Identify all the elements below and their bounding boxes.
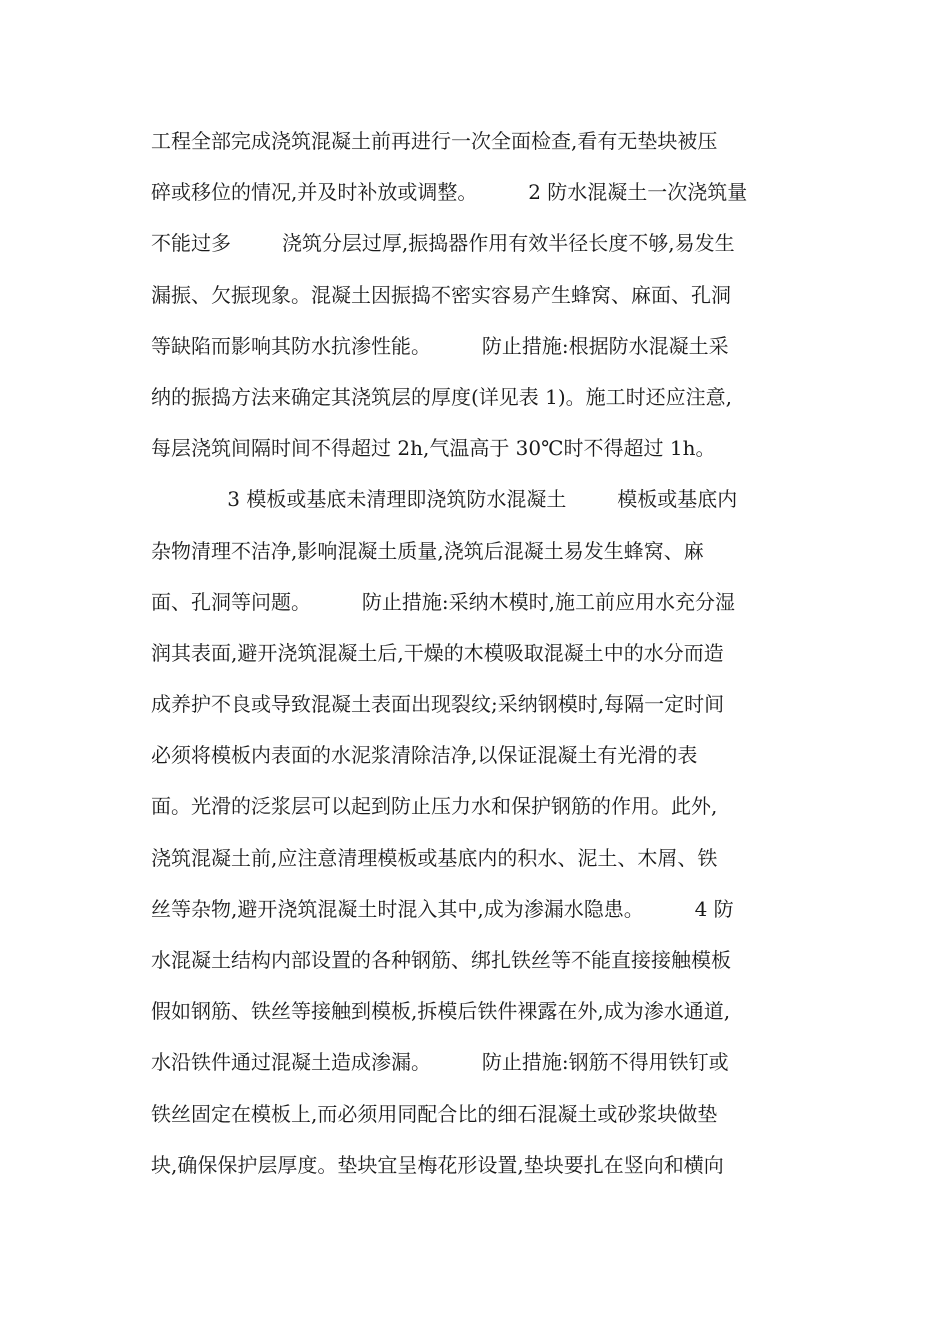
text-line: 不能过多 浇筑分层过厚,振捣器作用有效半径长度不够,易发生 xyxy=(151,231,735,256)
text-line: 3 模板或基底未清理即浇筑防水混凝土 模板或基底内 xyxy=(151,487,738,512)
text-line: 假如钢筋、铁丝等接触到模板,拆模后铁件裸露在外,成为渗水通道, xyxy=(151,999,731,1024)
text-line: 铁丝固定在模板上,而必须用同配合比的细石混凝土或砂浆块做垫 xyxy=(151,1101,718,1126)
text-line: 必须将模板内表面的水泥浆清除洁净,以保证混凝土有光滑的表 xyxy=(151,743,698,768)
text-line: 每层浇筑间隔时间不得超过 2h,气温高于 30℃时不得超过 1h。 xyxy=(151,436,716,461)
text-line: 润其表面,避开浇筑混凝土后,干燥的木模吸取混凝土中的水分而造 xyxy=(151,640,724,665)
text-line: 丝等杂物,避开浇筑混凝土时混入其中,成为渗漏水隐患。 4 防 xyxy=(151,896,734,921)
text-line: 块,确保保护层厚度。垫块宜呈梅花形设置,垫块要扎在竖向和横向 xyxy=(151,1152,724,1177)
text-line: 水混凝土结构内部设置的各种钢筋、绑扎铁丝等不能直接接触模板 xyxy=(151,948,731,972)
text-line: 面。光滑的泛浆层可以起到防止压力水和保护钢筋的作用。此外, xyxy=(151,794,718,819)
text-line: 成养护不良或导致混凝土表面出现裂纹;采纳钢模时,每隔一定时间 xyxy=(151,692,725,717)
text-line: 浇筑混凝土前,应注意清理模板或基底内的积水、泥土、木屑、铁 xyxy=(151,845,718,870)
text-line: 杂物清理不洁净,影响混凝土质量,浇筑后混凝土易发生蜂窝、麻 xyxy=(151,538,704,563)
text-line: 纳的振捣方法来确定其浇筑层的厚度(详见表 1)。施工时还应注意, xyxy=(151,384,733,409)
text-line: 漏振、欠振现象。混凝土因振捣不密实容易产生蜂窝、麻面、孔洞 xyxy=(151,282,731,307)
text-line: 水沿铁件通过混凝土造成渗漏。 防止措施:钢筋不得用铁钉或 xyxy=(151,1050,729,1075)
text-line: 面、孔洞等问题。 防止措施:采纳木模时,施工前应用水充分湿 xyxy=(151,589,735,614)
text-line: 工程全部完成浇筑混凝土前再进行一次全面检查,看有无垫块被压 xyxy=(151,129,718,153)
text-line: 碎或移位的情况,并及时补放或调整。 2 防水混凝土一次浇筑量 xyxy=(151,180,748,205)
text-line: 等缺陷而影响其防水抗渗性能。 防止措施:根据防水混凝土采 xyxy=(151,333,729,358)
body-text xyxy=(151,116,811,1191)
